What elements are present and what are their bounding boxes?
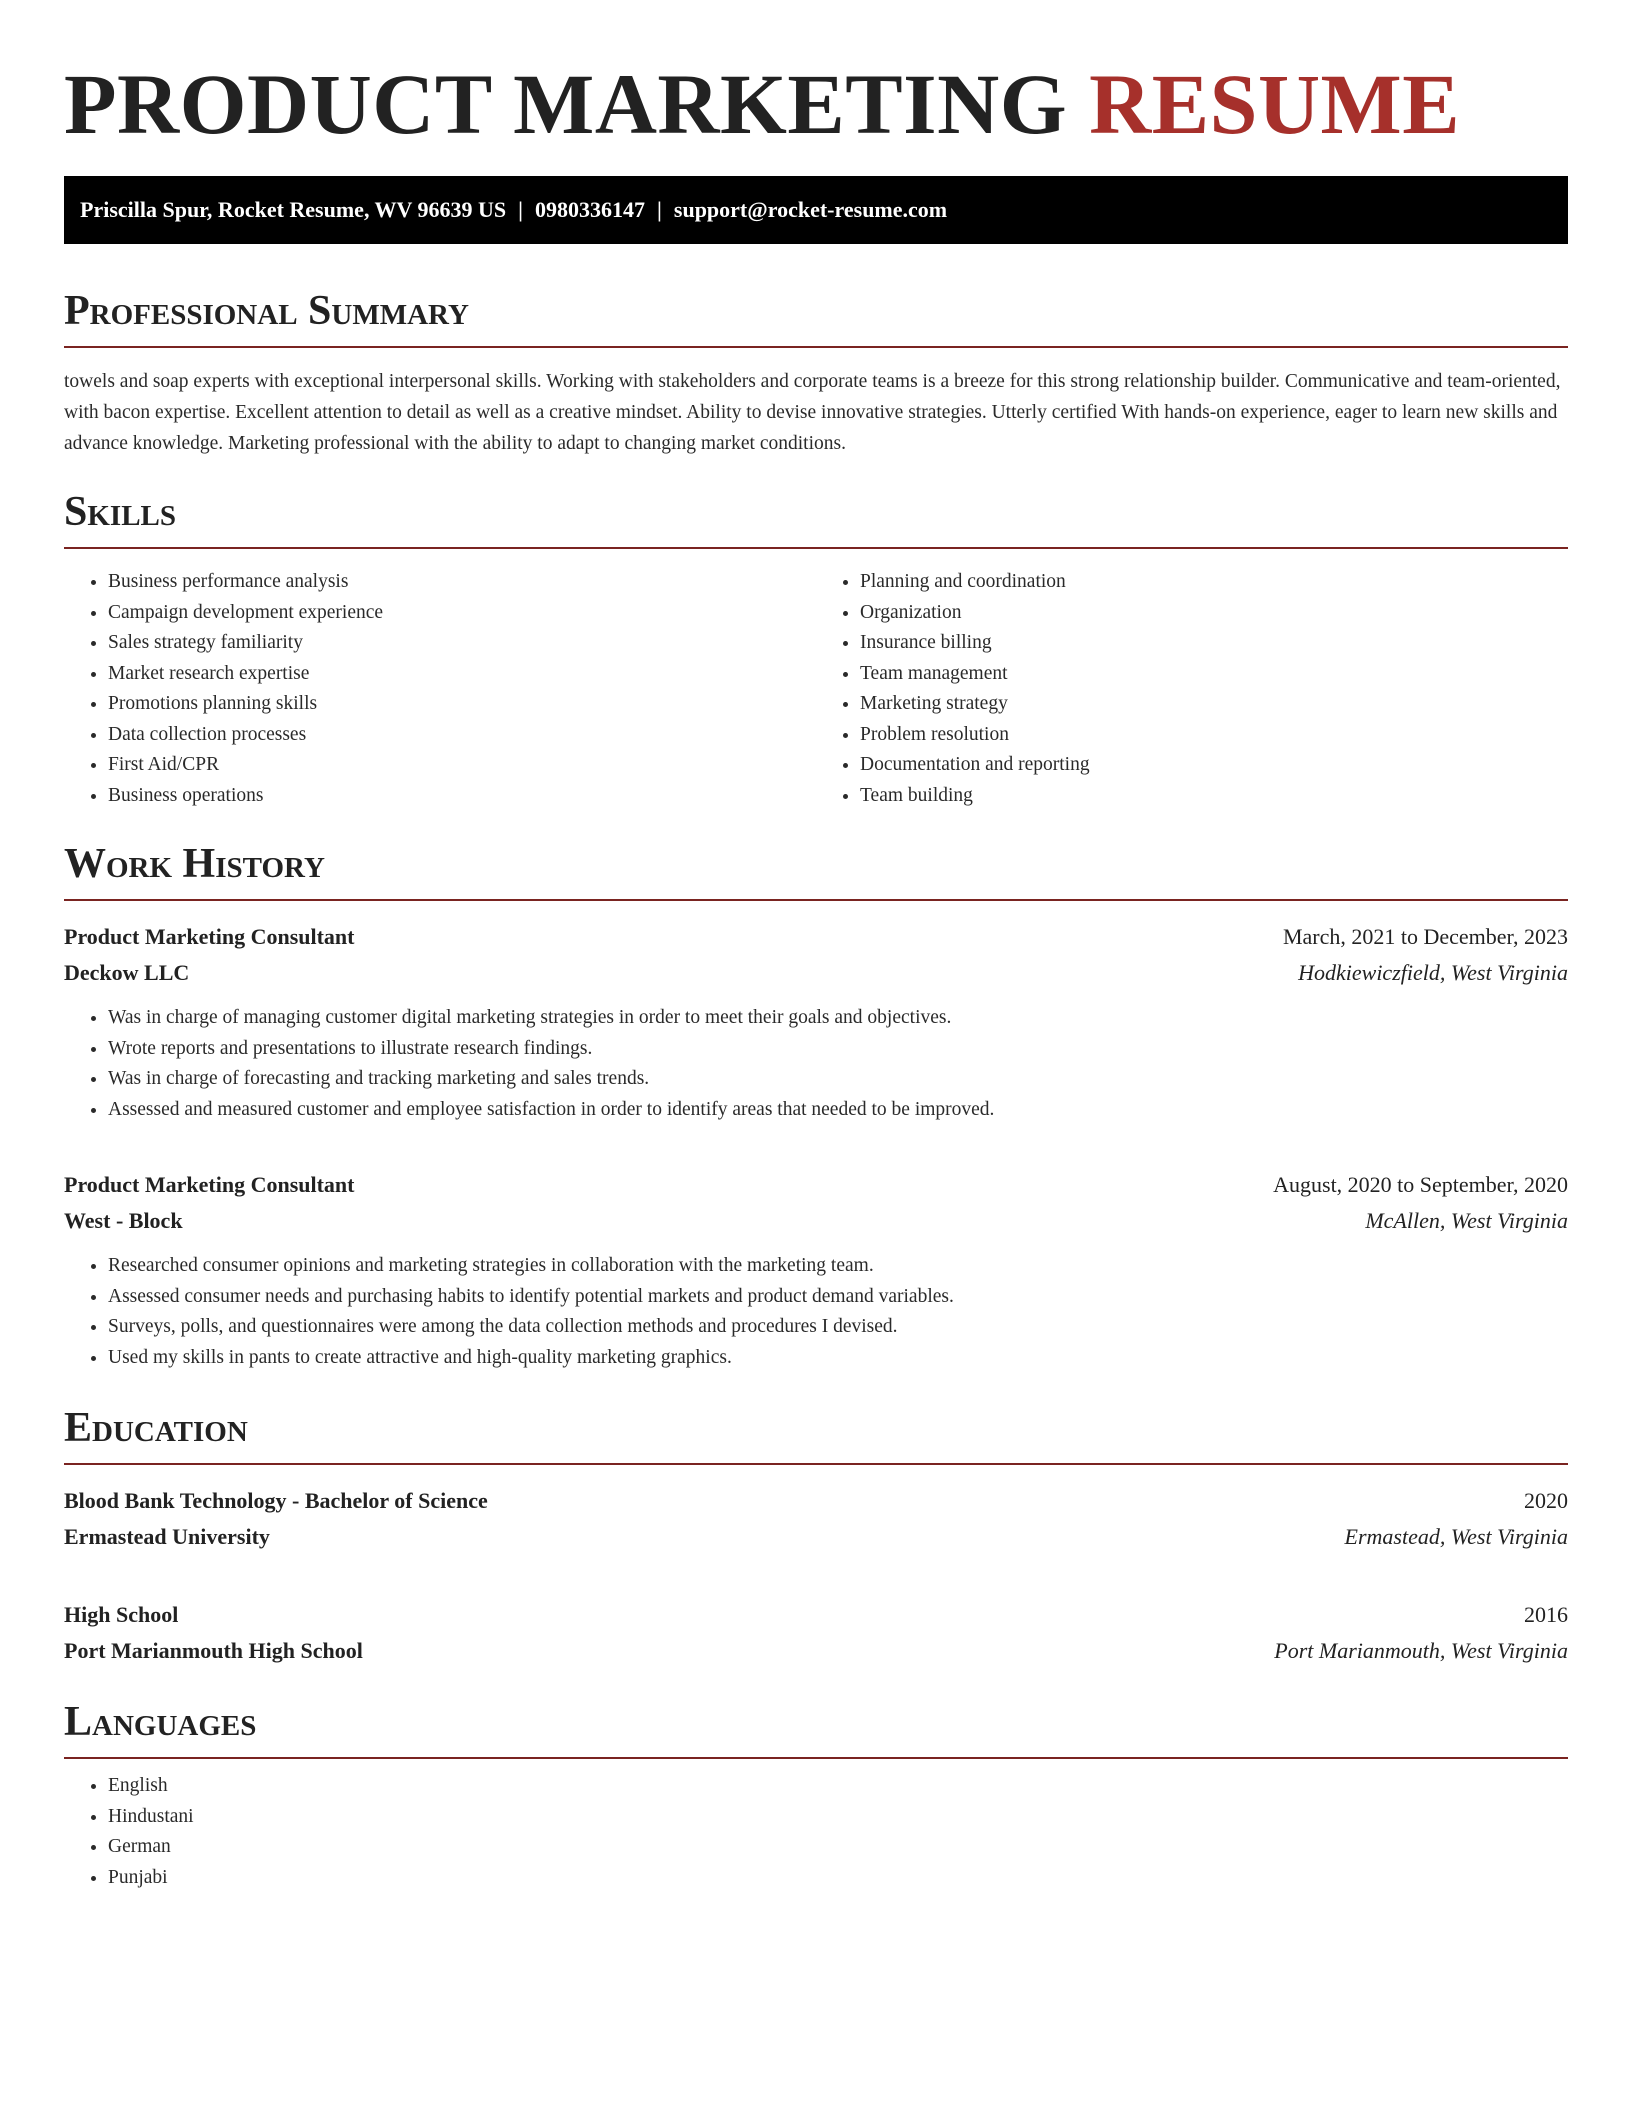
skill-item: • First Aid/CPR — [108, 750, 816, 781]
job-company: Deckow LLC — [64, 960, 190, 985]
skill-item: • Planning and coordination — [860, 567, 1568, 598]
education-location: Port Marianmouth, West Virginia — [1274, 1638, 1568, 1663]
work-history-heading: Work History — [64, 839, 1568, 901]
skills-list-left — [64, 567, 816, 811]
summary-heading: Professional Summary — [64, 286, 1568, 348]
job-bullet: • Was in charge of managing customer digital marketing strategies in order to meet their goals and objectives. — [108, 1003, 1568, 1034]
skill-item: • Insurance billing — [860, 628, 1568, 659]
skill-item: • Sales strategy familiarity — [108, 628, 816, 659]
job-title: Product Marketing Consultant — [64, 924, 355, 949]
job-dates: March, 2021 to December, 2023 — [1282, 924, 1568, 949]
job-bullet: • Surveys, polls, and questionnaires were among the data collection methods and procedures I devised. — [108, 1312, 1568, 1343]
job-bullet: • Assessed consumer needs and purchasing habits to identify potential markets and product demand variables. — [108, 1282, 1568, 1313]
skill-item: • Campaign development experience — [108, 598, 816, 629]
education-location: Ermastead, West Virginia — [1344, 1524, 1568, 1549]
languages-heading: Languages — [64, 1697, 1568, 1759]
contact-separator: | — [518, 197, 524, 222]
title-main: PRODUCT MARKETING — [64, 56, 1068, 152]
skill-item: • Business operations — [108, 781, 816, 812]
resume-title — [64, 0, 1568, 154]
skill-item: • Marketing strategy — [860, 689, 1568, 720]
education-degree: Blood Bank Technology - Bachelor of Science — [64, 1488, 488, 1513]
education-degree-row — [64, 1597, 1568, 1633]
job-bullet: • Researched consumer opinions and marketing strategies in collaboration with the marketing team. — [108, 1251, 1568, 1282]
skills-heading: Skills — [64, 487, 1568, 549]
job-entry — [64, 1167, 1568, 1373]
contact-bar — [64, 176, 1568, 244]
job-title: Product Marketing Consultant — [64, 1172, 355, 1197]
skill-item: • Team management — [860, 659, 1568, 690]
education-school-row — [64, 1519, 1568, 1555]
skill-item: • Business performance analysis — [108, 567, 816, 598]
contact-name-address: Priscilla Spur, Rocket Resume, WV 96639 US — [80, 197, 507, 222]
skill-item: • Documentation and reporting — [860, 750, 1568, 781]
education-degree-row — [64, 1483, 1568, 1519]
job-bullet: • Used my skills in pants to create attractive and high-quality marketing graphics. — [108, 1343, 1568, 1374]
education-school: Port Marianmouth High School — [64, 1638, 363, 1663]
contact-separator: | — [657, 197, 662, 222]
education-year: 2020 — [1524, 1488, 1568, 1513]
education-entry — [64, 1597, 1568, 1669]
education-school: Ermastead University — [64, 1524, 270, 1549]
language-item: • Hindustani — [108, 1802, 1568, 1833]
job-bullets — [64, 1003, 1568, 1125]
skill-item: • Problem resolution — [860, 720, 1568, 751]
education-degree: High School — [64, 1602, 179, 1627]
job-dates: August, 2020 to September, 2020 — [1273, 1172, 1568, 1197]
skills-grid — [64, 567, 1568, 811]
job-location: Hodkiewiczfield, West Virginia — [1298, 960, 1568, 985]
job-location: McAllen, West Virginia — [1365, 1208, 1568, 1233]
skill-item: • Organization — [860, 598, 1568, 629]
job-bullets — [64, 1251, 1568, 1373]
job-bullet: • Assessed and measured customer and employee satisfaction in order to identify areas that needed to be improved. — [108, 1095, 1568, 1126]
contact-email: support@rocket-resume.com — [673, 197, 948, 222]
job-company: West - Block — [64, 1208, 183, 1233]
skill-item: • Promotions planning skills — [108, 689, 816, 720]
title-accent: RESUME — [1089, 56, 1461, 152]
language-item: • Punjabi — [108, 1863, 1568, 1894]
job-header-row — [64, 1167, 1568, 1203]
job-bullet: • Was in charge of forecasting and tracking marketing and sales trends. — [108, 1064, 1568, 1095]
skill-item: • Team building — [860, 781, 1568, 812]
skills-list-right — [816, 567, 1568, 811]
job-header-row — [64, 919, 1568, 955]
job-entry — [64, 919, 1568, 1125]
education-entry — [64, 1483, 1568, 1555]
education-school-row — [64, 1633, 1568, 1669]
job-company-row — [64, 955, 1568, 991]
contact-phone: 0980336147 — [535, 197, 646, 222]
summary-text: towels and soap experts with exceptional interpersonal skills. Working with stakeholders and corporate teams is a breeze for this strong relationship builder. Communicative and team-oriented, with bacon expertise. Excellent attention to detail as well as a creative mindset. Ability to devise innovative strategies. Utterly certified With hands-on experience, eager to learn new skills and advance knowledge. Marketing professional with the ability to adapt to changing market conditions. — [64, 371, 1561, 454]
job-bullet: • Wrote reports and presentations to illustrate research findings. — [108, 1034, 1568, 1065]
education-year: 2016 — [1524, 1602, 1568, 1627]
skill-item: • Market research expertise — [108, 659, 816, 690]
languages-list — [64, 1771, 1568, 1893]
language-item: • German — [108, 1832, 1568, 1863]
skill-item: • Data collection processes — [108, 720, 816, 751]
language-item: • English — [108, 1771, 1568, 1802]
education-heading: Education — [64, 1403, 1568, 1465]
job-company-row — [64, 1203, 1568, 1239]
